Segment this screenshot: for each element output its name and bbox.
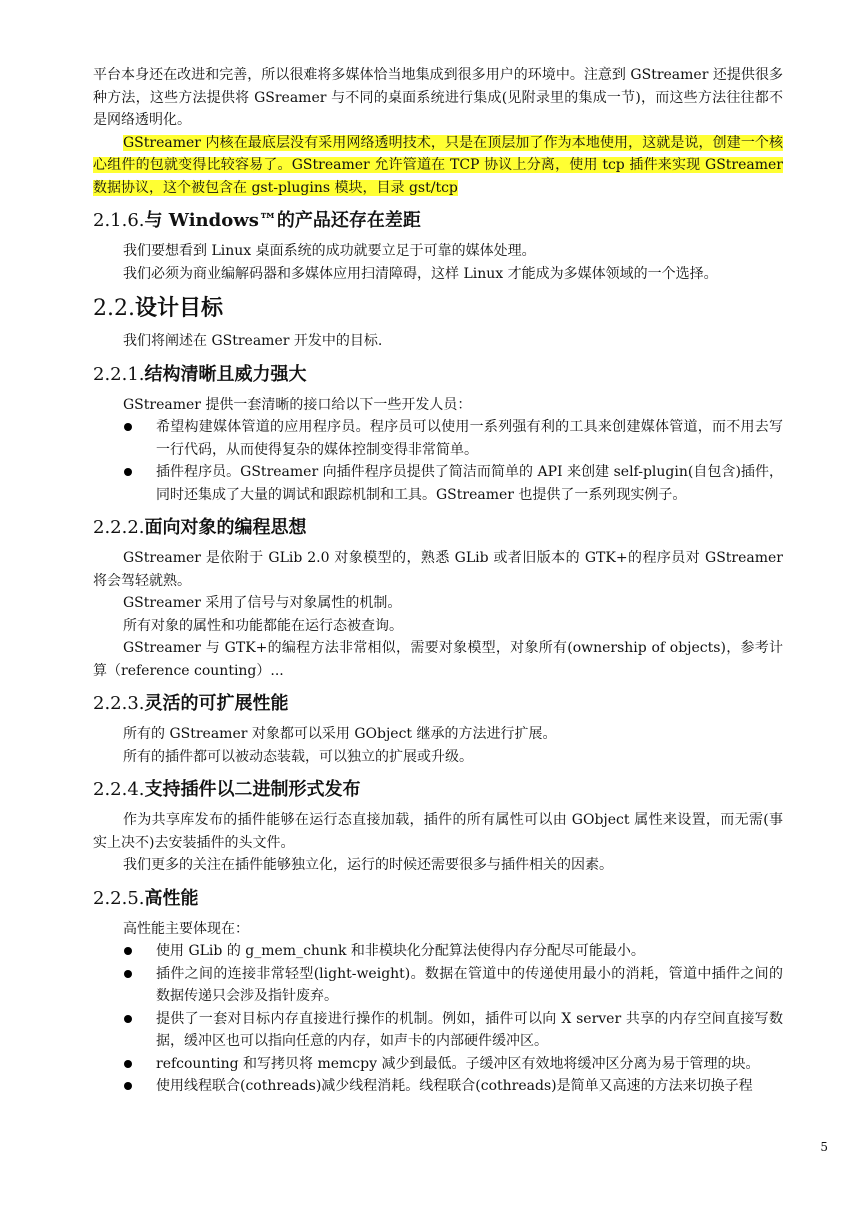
bullet-icon (124, 423, 132, 431)
section-heading-2-2-5: 2.2.5.高性能 (93, 887, 199, 909)
document-body (93, 64, 783, 1098)
section-heading-2-2-1: 2.2.1.结构清晰且威力强大 (93, 363, 307, 385)
paragraph: GStreamer 提供一套清晰的接口给以下一些开发人员： (123, 396, 472, 413)
bullet-list (93, 940, 783, 1098)
highlight: GStreamer 内核在最底层没有采用网络透明技术，只是在顶层加了作为本地使用，这就是说，创建一个核心组件的包就变得比较容易了。GStreamer 允许管道在 TCP 协议上分离，使用 tcp 插件来实现 GStreamer 数据协议，这个被包含在 gst-plugins 模块，目录 gst/tcp (93, 134, 783, 196)
list-item: refcounting 和写拷贝将 memcpy 减少到最低。子缓冲区有效地将缓冲区分离为易于管理的块。 (93, 1053, 783, 1076)
paragraph: 我们必须为商业编解码器和多媒体应用扫清障碍，这样 Linux 才能成为多媒体领域的一个选择。 (123, 265, 718, 282)
section-heading-2-2-3: 2.2.3.灵活的可扩展性能 (93, 693, 289, 714)
list-item: 希望构建媒体管道的应用程序员。程序员可以使用一系列强有利的工具来创建媒体管道，而不用去写一行代码，从而使得复杂的媒体控制变得非常简单。 (93, 416, 783, 461)
bullet-icon (124, 970, 132, 978)
paragraph: 高性能主要体现在： (123, 920, 249, 937)
section-heading-2-2-2: 2.2.2.面向对象的编程思想 (93, 517, 307, 538)
list-item: 提供了一套对目标内存直接进行操作的机制。例如，插件可以向 X server 共享的内存空间直接写数据，缓冲区也可以指向任意的内存，如声卡的内部硬件缓冲区。 (93, 1008, 783, 1053)
paragraph: 我们更多的关注在插件能够独立化，运行的时候还需要很多与插件相关的因素。 (123, 857, 613, 873)
paragraph: 所有对象的属性和功能都能在运行态被查询。 (123, 617, 403, 634)
bullet-icon (124, 468, 132, 476)
list-item: 插件之间的连接非常轻型(light-weight)。数据在管道中的传递使用最小的消耗，管道中插件之间的数据传递只会涉及指针废弃。 (93, 963, 783, 1008)
section-heading-2-2: 2.2.设计目标 (93, 295, 223, 321)
paragraph: GStreamer 与 GTK+的编程方法非常相似，需要对象模型，对象所有(ownership of objects)，参考计算（reference counting）... (93, 640, 783, 679)
section-heading-2-1-6: 2.1.6.与 Windows™的产品还存在差距 (93, 210, 421, 231)
paragraph: 所有的 GStreamer 对象都可以采用 GObject 继承的方法进行扩展。 (123, 726, 557, 742)
paragraph: 我们将阐述在 GStreamer 开发中的目标. (123, 333, 383, 349)
bullet-icon (124, 947, 132, 955)
list-item: 插件程序员。GStreamer 向插件程序员提供了简洁而简单的 API 来创建 self-plugin(自包含)插件，同时还集成了大量的调试和跟踪机制和工具。GStreamer 也提供了一系列现实例子。 (93, 461, 783, 506)
bullet-icon (124, 1015, 132, 1023)
paragraph: 我们要想看到 Linux 桌面系统的成功就要立足于可靠的媒体处理。 (123, 243, 536, 259)
highlighted-paragraph (93, 132, 783, 200)
list-item: 使用线程联合(cothreads)减少线程消耗。线程联合(cothreads)是简单又高速的方法来切换子程 (93, 1075, 783, 1098)
paragraph: 所有的插件都可以被动态装载，可以独立的扩展或升级。 (123, 748, 473, 765)
page-number: 5 (820, 1140, 828, 1154)
paragraph: 平台本身还在改进和完善，所以很难将多媒体恰当地集成到很多用户的环境中。注意到 GStreamer 还提供很多种方法，这些方法提供将 GSreamer 与不同的桌面系统进行集成(见附录里的集成一节)，而这些方法往往都不是网络透明化。 (93, 67, 783, 128)
list-item: 使用 GLib 的 g_mem_chunk 和非模块化分配算法使得内存分配尽可能最小。 (93, 940, 783, 963)
bullet-icon (124, 1082, 132, 1090)
bullet-icon (124, 1060, 132, 1068)
paragraph: GStreamer 是依附于 GLib 2.0 对象模型的，熟悉 GLib 或者旧版本的 GTK+的程序员对 GStreamer 将会驾轻就熟。 (93, 550, 783, 589)
paragraph: GStreamer 采用了信号与对象属性的机制。 (123, 595, 402, 611)
paragraph: 作为共享库发布的插件能够在运行态直接加载，插件的所有属性可以由 GObject 属性来设置，而无需(事实上决不)去安装插件的头文件。 (93, 812, 783, 851)
section-heading-2-2-4: 2.2.4.支持插件以二进制形式发布 (93, 779, 361, 800)
bullet-list (93, 416, 783, 506)
